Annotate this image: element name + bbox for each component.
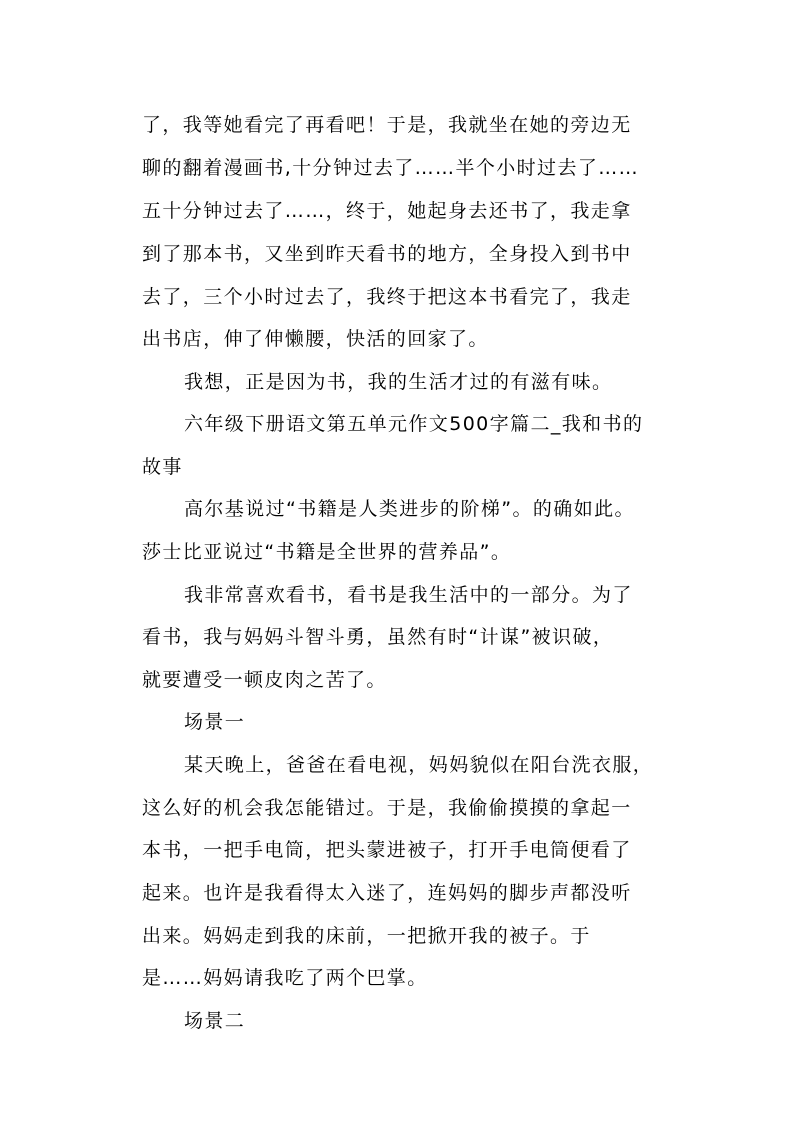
text-line-20: 出来。妈妈走到我的床前，一把掀开我的被子。于 — [142, 925, 591, 947]
text-line-12: 我非常喜欢看书，看书是我生活中的一部分。为了 — [184, 584, 633, 606]
text-line-13: 看书，我与妈妈斗智斗勇，虽然有时“计谋”被识破， — [142, 626, 614, 648]
text-line-14: 就要遭受一顿皮肉之苦了。 — [142, 669, 387, 691]
section-heading-continued: 故事 — [142, 456, 183, 478]
text-line-5: 去了，三个小时过去了，我终于把这本书看完了，我走 — [142, 286, 632, 308]
text-line-10: 高尔基说过“书籍是人类进步的阶梯”。的确如此。 — [184, 498, 635, 520]
scene-heading-1: 场景一 — [184, 711, 246, 733]
text-line-1: 了，我等她看完了再看吧！于是，我就坐在她的旁边无 — [142, 114, 632, 136]
text-line-19: 起来。也许是我看得太入迷了，连妈妈的脚步声都没听 — [142, 882, 632, 904]
section-heading: 六年级下册语文第五单元作文500字篇二_我和书的 — [184, 413, 644, 435]
text-line-7: 我想，正是因为书，我的生活才过的有滋有味。 — [184, 371, 613, 393]
text-line-21: 是……妈妈请我吃了两个巴掌。 — [142, 967, 428, 989]
scene-heading-2: 场景二 — [184, 1010, 246, 1032]
text-line-4: 到了那本书，又坐到昨天看书的地方，全身投入到书中 — [142, 243, 632, 265]
text-line-16: 某天晚上，爸爸在看电视，妈妈貌似在阳台洗衣服， — [184, 754, 654, 776]
text-line-6: 出书店，伸了伸懒腰，快活的回家了。 — [142, 328, 489, 350]
text-line-11: 莎士比亚说过“书籍是全世界的营养品”。 — [142, 541, 512, 563]
text-line-18: 本书，一把手电筒，把头蒙进被子，打开手电筒便看了 — [142, 839, 632, 861]
text-line-2: 聊的翻着漫画书,十分钟过去了……半个小时过去了…… — [142, 157, 640, 179]
text-line-3: 五十分钟过去了……，终于，她起身去还书了，我走拿 — [142, 200, 632, 222]
text-line-17: 这么好的机会我怎能错过。于是，我偷偷摸摸的拿起一 — [142, 797, 632, 819]
